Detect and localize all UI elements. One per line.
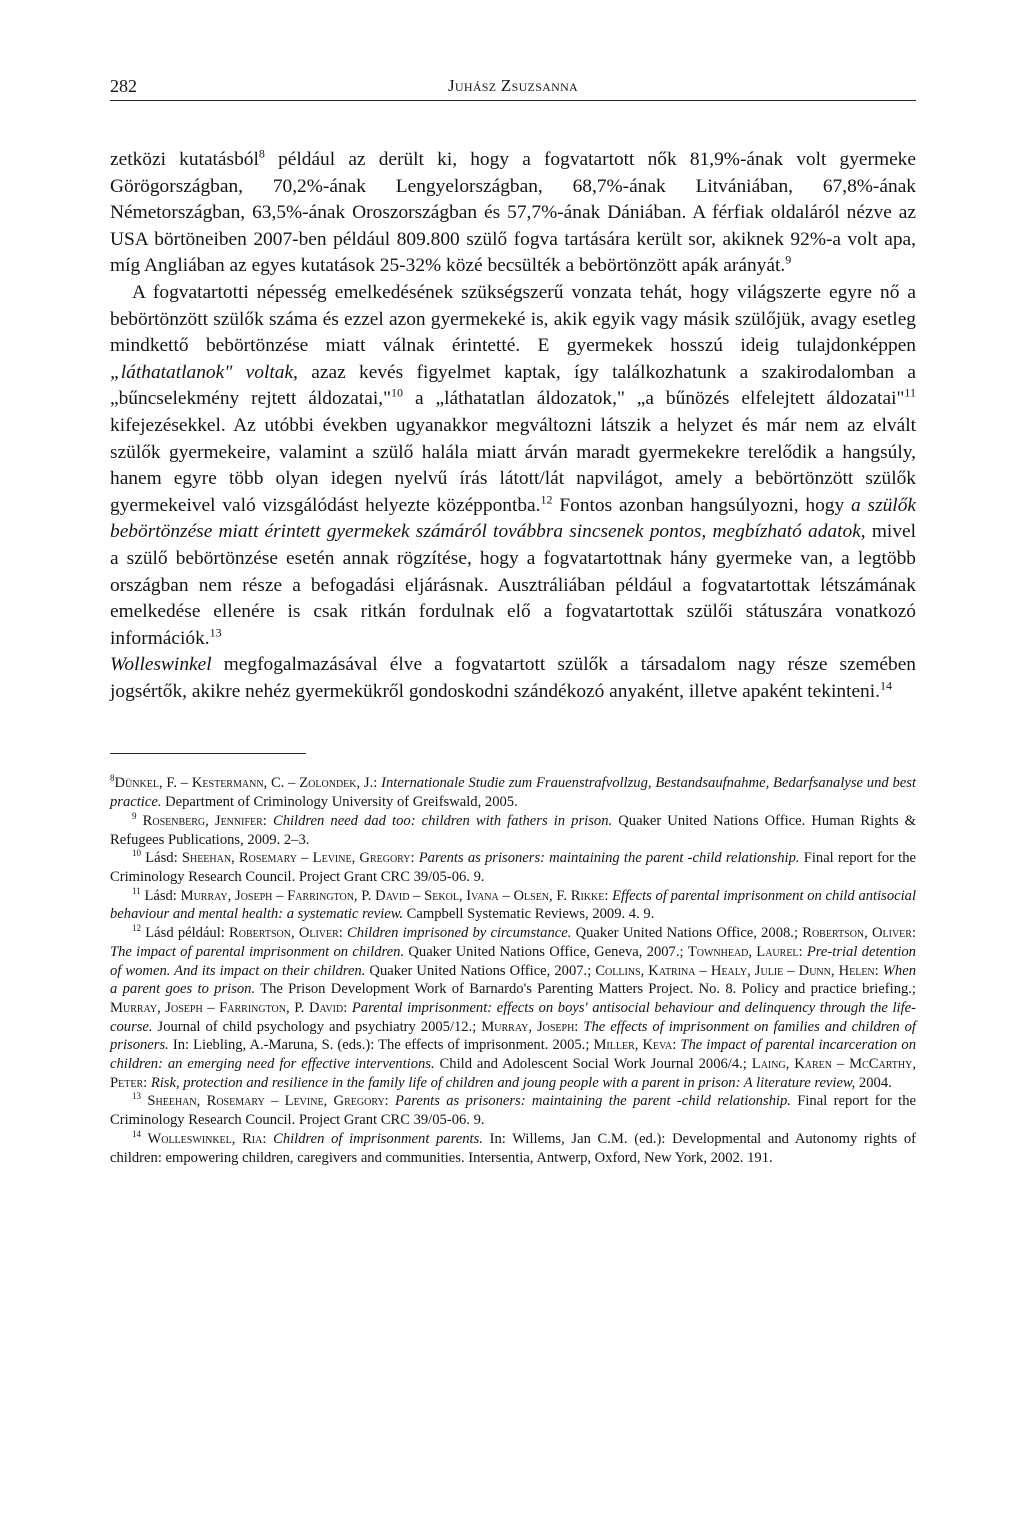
footnote-number: 13 [132, 1091, 142, 1102]
footnote-ref-11[interactable]: 11 [904, 385, 916, 400]
footnote-text: Quaker United Nations Office, 2007.; [365, 962, 596, 979]
footnote-ref-8[interactable]: 8 [258, 146, 265, 161]
paragraph-2 [110, 280, 916, 706]
text-run: A fogvatartotti népesség emelkedésének szükségszerű vonzata tehát, hogy világszerte egyre nő a bebörtönzött szülők száma és ezzel azon gyermekeké is, akik egyik vagy másik szülőjük, avagy esetleg mindkettő bebörtönzése miatt válnak érintetté. E gyermekek hosszú ideig tulajdonképpen [110, 281, 916, 357]
footnote-number: 9 [132, 811, 137, 822]
footnote-authors: Wolleswinkel, Ria: [141, 1130, 267, 1147]
footnote-ref-9[interactable]: 9 [785, 252, 792, 267]
footnote-title: The impact of parental imprisonment on children. [110, 943, 405, 960]
footnote-title: Children need dad too: children with fathers in prison. [266, 812, 613, 829]
text-run: a „láthatatlan áldozatok," „a bűnözés elfelejtett áldozatai" [403, 388, 905, 410]
footnote-ref-10[interactable]: 10 [391, 385, 404, 400]
footnote-title: Parents as prisoners: maintaining the parent -child relationship. [414, 850, 800, 867]
emphasis-author: Wolleswinkel [110, 654, 212, 676]
footnote-authors: Robertson, Oliver: [229, 925, 343, 942]
footnote-text: Campbell Systematic Reviews, 2009. 4. 9. [403, 906, 655, 923]
footnote-authors: Sheehan, Rosemary – Levine, Gregory: [141, 1093, 389, 1110]
footnote-text: Quaker United Nations Office. Human Rights & Refugees Publications, 2009. 2–3. [110, 812, 916, 848]
footnote-number: 10 [132, 848, 142, 859]
footnote-separator [110, 753, 306, 754]
footnote-authors: Dünkel, F. – Kestermann, C. – Zolondek, J.: [114, 775, 378, 792]
footnote-text: Final report for the Criminology Research Council. Project Grant CRC 39/05-06. 9. [110, 850, 916, 885]
text-run: zetközi kutatásból [110, 149, 259, 170]
footnote-text: Lásd: [140, 887, 181, 904]
footnote-text: Quaker United Nations Office, Geneva, 2007.; [404, 943, 688, 960]
footnote-ref-12[interactable]: 12 [540, 492, 553, 507]
footnote-14 [110, 1130, 916, 1167]
footnote-text: Final report for the Criminology Research Council. Project Grant CRC 39/05-06. 9. [110, 1093, 916, 1129]
footnote-authors: Murray, Joseph – Farrington, P. David: [110, 999, 348, 1016]
footnote-title: Children imprisoned by circumstance. [342, 925, 572, 942]
footnote-text: 2004. [855, 1074, 892, 1091]
footnote-title: Risk, protection and resilience in the family life of children and joung people with a parent in prison: A literature review, [147, 1074, 856, 1091]
footnote-authors: Miller, Keva: [593, 1037, 677, 1054]
text-run: kifejezésekkel. Az utóbbi években ugyanakkor megváltozni látszik a helyzet és már nem az elvált szülők gyermekeire, valamint a szülő halála miatt árván maradt gyermekekre terelődik a hangsúly, hanem egyre több olyan idegen nyelvű írás látott/lát napvilágot, amely a bebörtönzött szülők gyermekeivel való vizsgálódást helyezte középpontba. [110, 414, 916, 516]
footnotes-section [110, 774, 916, 1167]
footnote-title: Children of imprisonment parents. [266, 1130, 483, 1147]
footnote-text: Department of Criminology University of Greifswald, 2005. [161, 794, 518, 811]
paragraph-1 [110, 147, 916, 280]
footnote-9 [110, 812, 916, 849]
footnote-authors: Robertson, Oliver: [802, 925, 917, 942]
footnote-11 [110, 887, 916, 924]
footnote-text: Lásd: [141, 850, 182, 867]
footnote-title: Parental imprisonment: effects on boys' antisocial behaviour and delinquency through the life-course. [110, 999, 916, 1035]
footnote-authors: Rosenberg, Jennifer: [136, 812, 267, 829]
page-header [110, 62, 916, 101]
footnote-text: In: Liebling, A.-Maruna, S. (eds.): The effects of imprisonment. 2005.; [168, 1037, 594, 1054]
footnote-12 [110, 924, 916, 1092]
footnote-text: In: Willems, Jan C.M. (ed.): Developmental and Autonomy rights of children: empowering children, caregivers and communities. Intersentia, Antwerp, Oxford, New York, 2002. 191. [110, 1130, 916, 1166]
footnote-8 [110, 774, 916, 811]
footnote-number: 11 [132, 885, 141, 896]
footnote-authors: Sheehan, Rosemary – Levine, Gregory: [181, 850, 415, 867]
footnote-ref-13[interactable]: 13 [209, 625, 222, 640]
footnote-text: Journal of child psychology and psychiatry 2005/12.; [152, 1018, 482, 1035]
footnote-text: Quaker United Nations Office, 2008.; [571, 925, 803, 942]
footnote-text: The Prison Development Work of Barnardo's Parenting Matters Project. No. 8. Policy and practice briefing.; [255, 981, 916, 998]
footnote-title: The effects of imprisonment on families and children of prisoners. [110, 1018, 916, 1054]
footnote-title: Parents as prisoners: maintaining the parent -child relationship. [388, 1093, 791, 1110]
footnote-ref-14[interactable]: 14 [880, 678, 893, 693]
emphasis-text: „láthatatlanok" voltak, [110, 361, 298, 383]
footnote-number: 12 [132, 923, 142, 934]
footnote-13 [110, 1092, 916, 1129]
footnote-title: Effects of parental imprisonment on child antisocial behaviour and mental health: a systematic review. [110, 887, 917, 923]
text-run: Fontos azonban hangsúlyozni, hogy [552, 494, 852, 516]
footnote-title: Internationale Studie zum Frauenstrafvollzug, Bestandsaufnahme, Bedarfsanalyse und best practice. [110, 775, 916, 811]
running-title: Juhász Zsuzsanna [447, 76, 579, 95]
footnote-title: When a parent goes to prison. [110, 962, 916, 998]
text-run: azaz kevés figyelmet kaptak, így találkozhatunk a szakirodalomban a „bűncselekmény rejtett áldozatai," [110, 361, 916, 410]
footnote-authors: Collins, Katrina – Healy, Julie – Dunn, Helen: [595, 962, 879, 979]
book-page [110, 62, 916, 1167]
footnote-authors: Townhead, Laurel: [687, 943, 803, 960]
text-run: megfogalmazásával élve a fogvatartott szülők a társadalom nagy része szemében jogsértők, akikre nehéz gyermekükről gondoskodni szándékozó anyaként, illetve apaként tekinteni. [110, 654, 916, 702]
footnote-text: Child and Adolescent Social Work Journal 2006/4.; [434, 1056, 752, 1073]
footnote-authors: Murray, Joseph – Farrington, P. David – Sekol, Ivana – Olsen, F. Rikke: [180, 887, 609, 904]
main-text [110, 147, 916, 705]
page-number: 282 [110, 76, 137, 96]
footnote-title: Pre-trial detention of women. And its impact on their children. [110, 943, 916, 979]
emphasis-text: a szülők bebörtönzése miatt érintett gyermekek számáról továbbra sincsenek pontos, megbízható adatok, [110, 494, 916, 543]
text-run: például az derült ki, hogy a fogvatartott nők 81,9%-ának volt gyermeke Görögországban, 70,2%-ának Lengyelországban, 68,7%-ának Litvániában, 67,8%-ának Németországban, 63,5%-ának Oroszországban és 57,7%-ának Dániában. A férfiak oldaláról nézve az USA börtöneiben 2007-ben például 809.800 szülő fogva tartására került sor, akiknek 92%-a volt apa, míg Angliában az egyes kutatások 25-32% közé becsülték a bebörtönzött apák arányát. [110, 149, 916, 277]
footnote-text: Lásd például: [141, 925, 230, 942]
footnote-number: 14 [132, 1128, 142, 1139]
footnote-10 [110, 849, 916, 886]
footnote-number: 8 [110, 773, 115, 784]
text-run: mivel a szülő bebörtönzése esetén annak rögzítése, hogy a fogvatartottnak hány gyermeke van, a legtöbb országban nem része a befogadási eljárásnak. Ausztráliában például a fogvatartottak létszámának emelkedése ellenére is csak ritkán fordulnak elő a fogvatartottak szülői státuszára vonatkozó információk. [110, 521, 917, 649]
footnote-title: The impact of parental incarceration on children: an emerging need for effective interventions. [110, 1037, 916, 1073]
footnote-authors: Laing, Karen – McCarthy, Peter: [110, 1056, 917, 1091]
footnote-authors: Murray, Joseph: [481, 1018, 579, 1035]
